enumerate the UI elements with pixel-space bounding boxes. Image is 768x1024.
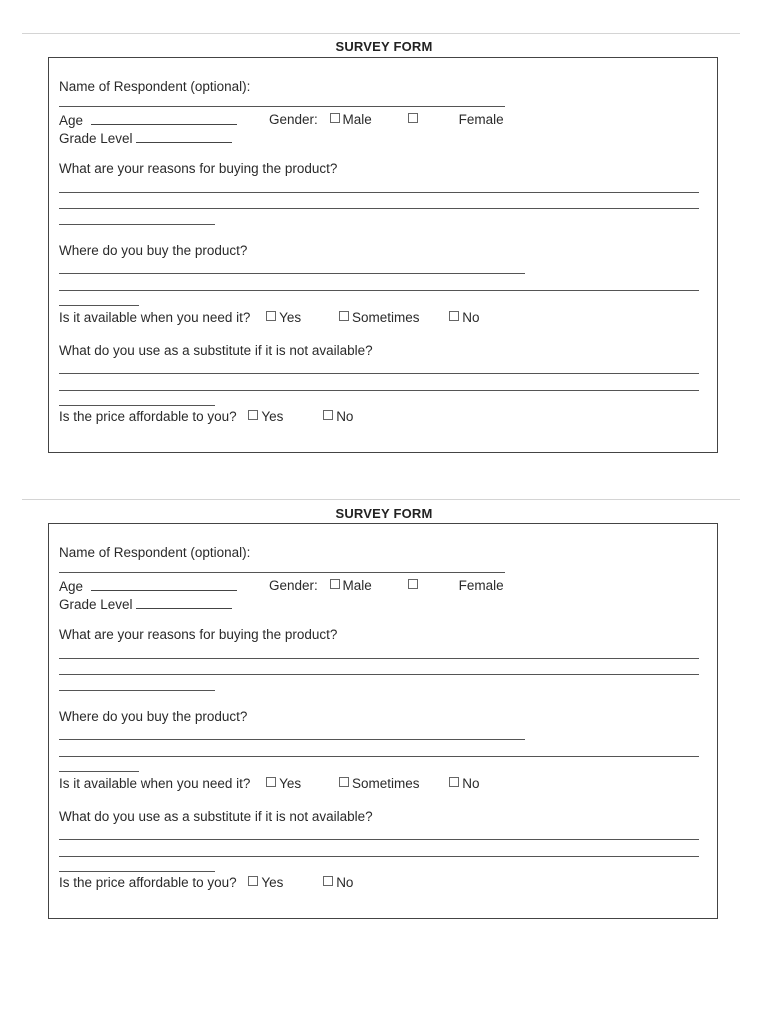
form-title: SURVEY FORM xyxy=(335,506,433,521)
top-separator-line xyxy=(22,33,740,34)
price-no-checkbox[interactable] xyxy=(323,876,333,886)
gender-group xyxy=(269,578,504,594)
where-input-line[interactable] xyxy=(59,290,699,291)
age-input-line[interactable] xyxy=(91,578,237,591)
question-where: Where do you buy the product? xyxy=(59,709,248,724)
available-sometimes-checkbox[interactable] xyxy=(339,777,349,787)
substitute-input-line[interactable] xyxy=(59,839,699,840)
grade-input-line[interactable] xyxy=(136,130,232,143)
where-input-line[interactable] xyxy=(59,305,139,306)
question-reasons: What are your reasons for buying the product? xyxy=(59,627,338,642)
female-option-label: Female xyxy=(458,578,504,593)
age-label: Age xyxy=(59,579,84,594)
price-yes-checkbox[interactable] xyxy=(248,410,258,420)
question-available: Is it available when you need it? xyxy=(59,310,251,325)
price-no-checkbox[interactable] xyxy=(323,410,333,420)
available-yes-label: Yes xyxy=(279,776,302,791)
substitute-input-line[interactable] xyxy=(59,405,215,406)
available-sometimes-checkbox[interactable] xyxy=(339,311,349,321)
available-no-checkbox[interactable] xyxy=(449,777,459,787)
price-yes-label: Yes xyxy=(261,875,284,890)
male-checkbox[interactable] xyxy=(330,579,340,589)
survey-form xyxy=(48,523,718,919)
price-no-label: No xyxy=(336,875,354,890)
available-yes-label: Yes xyxy=(279,310,302,325)
gender-label: Gender: xyxy=(269,578,318,593)
gender-group xyxy=(269,112,504,128)
male-option-label: Male xyxy=(342,578,372,593)
substitute-input-line[interactable] xyxy=(59,871,215,872)
gender-label: Gender: xyxy=(269,112,318,127)
age-input-line[interactable] xyxy=(91,112,237,125)
question-price: Is the price affordable to you? xyxy=(59,409,237,424)
middle-separator-line xyxy=(22,499,740,500)
age-row xyxy=(59,112,237,129)
available-sometimes-label: Sometimes xyxy=(351,776,420,791)
reasons-input-line[interactable] xyxy=(59,690,215,691)
availability-row xyxy=(59,776,480,792)
female-option-label: Female xyxy=(458,112,504,127)
question-substitute: What do you use as a substitute if it is not available? xyxy=(59,343,373,358)
price-yes-label: Yes xyxy=(261,409,284,424)
where-input-line[interactable] xyxy=(59,756,699,757)
where-input-line[interactable] xyxy=(59,771,139,772)
reasons-input-line[interactable] xyxy=(59,658,699,659)
reasons-input-line[interactable] xyxy=(59,208,699,209)
available-no-label: No xyxy=(462,776,480,791)
form-title: SURVEY FORM xyxy=(335,39,433,54)
female-checkbox[interactable] xyxy=(408,113,418,123)
name-label: Name of Respondent (optional): xyxy=(59,79,251,94)
reasons-input-line[interactable] xyxy=(59,192,699,193)
price-no-label: No xyxy=(336,409,354,424)
substitute-input-line[interactable] xyxy=(59,373,699,374)
age-row xyxy=(59,578,237,595)
question-where: Where do you buy the product? xyxy=(59,243,248,258)
female-checkbox[interactable] xyxy=(408,579,418,589)
price-row xyxy=(59,875,353,891)
availability-row xyxy=(59,310,480,326)
grade-input-line[interactable] xyxy=(136,596,232,609)
where-input-line[interactable] xyxy=(59,273,525,274)
grade-row xyxy=(59,596,232,613)
question-reasons: What are your reasons for buying the product? xyxy=(59,161,338,176)
price-row xyxy=(59,409,353,425)
where-input-line[interactable] xyxy=(59,739,525,740)
name-input-line[interactable] xyxy=(59,106,505,107)
grade-row xyxy=(59,130,232,147)
age-label: Age xyxy=(59,113,84,128)
reasons-input-line[interactable] xyxy=(59,674,699,675)
grade-label: Grade Level xyxy=(59,597,133,612)
grade-label: Grade Level xyxy=(59,131,133,146)
available-no-label: No xyxy=(462,310,480,325)
available-yes-checkbox[interactable] xyxy=(266,311,276,321)
reasons-input-line[interactable] xyxy=(59,224,215,225)
substitute-input-line[interactable] xyxy=(59,856,699,857)
available-sometimes-label: Sometimes xyxy=(351,310,420,325)
question-price: Is the price affordable to you? xyxy=(59,875,237,890)
question-available: Is it available when you need it? xyxy=(59,776,251,791)
substitute-input-line[interactable] xyxy=(59,390,699,391)
name-label: Name of Respondent (optional): xyxy=(59,545,251,560)
name-input-line[interactable] xyxy=(59,572,505,573)
male-option-label: Male xyxy=(342,112,372,127)
available-no-checkbox[interactable] xyxy=(449,311,459,321)
question-substitute: What do you use as a substitute if it is not available? xyxy=(59,809,373,824)
male-checkbox[interactable] xyxy=(330,113,340,123)
price-yes-checkbox[interactable] xyxy=(248,876,258,886)
available-yes-checkbox[interactable] xyxy=(266,777,276,787)
survey-form xyxy=(48,57,718,453)
